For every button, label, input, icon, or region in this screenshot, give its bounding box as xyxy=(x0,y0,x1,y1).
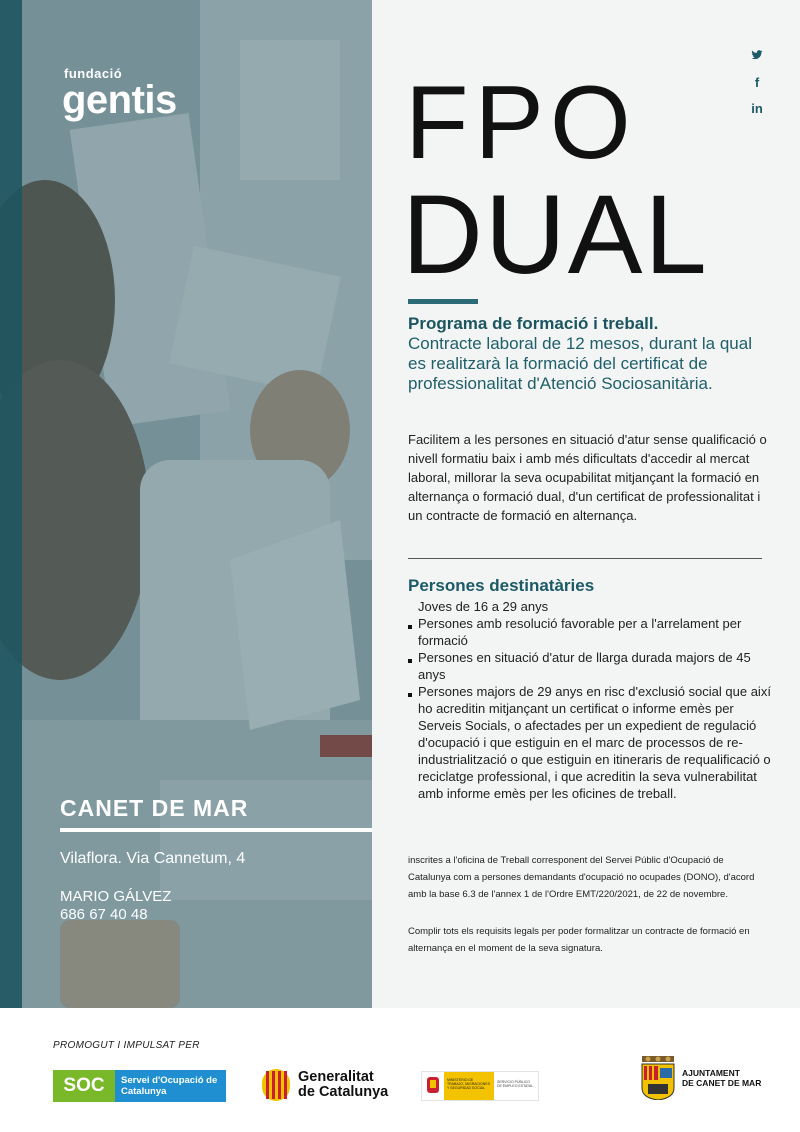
city-name: CANET DE MAR xyxy=(60,795,249,821)
title-line-1: FPO xyxy=(405,65,637,181)
list-item: Joves de 16 a 29 anys xyxy=(418,599,549,614)
left-accent-stripe xyxy=(0,0,22,1008)
generalitat-logo xyxy=(262,1069,388,1101)
canet-shield-icon xyxy=(640,1056,676,1100)
spain-crest-icon xyxy=(422,1072,444,1100)
facebook-icon[interactable]: f xyxy=(754,75,760,90)
list-item: Persones amb resolució favorable per a l'arrelament per formació xyxy=(408,615,778,649)
program-headline: Programa de formació i treball. xyxy=(408,314,659,333)
contact-phone: 686 67 40 48 xyxy=(60,906,148,923)
ministry-name: MINISTERIO DE TRABAJO, MIGRACIONES Y SEGURIDAD SOCIAL xyxy=(444,1072,494,1100)
target-list xyxy=(408,598,778,802)
ministry-logo xyxy=(421,1071,539,1101)
list-item: Persones en situació d'atur de llarga durada majors de 45 anys xyxy=(408,649,778,683)
section-divider xyxy=(408,558,762,559)
social-links xyxy=(748,48,766,126)
soc-logo-long: Servei d'Ocupació de Catalunya xyxy=(115,1070,226,1102)
contact-name: MARIO GÁLVEZ xyxy=(60,888,172,905)
ajuntament-logo xyxy=(640,1056,761,1100)
description-paragraph: Facilitem a les persones en situació d'atur sense qualificació o nivell formatiu baix i amb més dificultats d'accedir al mercat laboral, millorar la seva ocupabilitat mitjançant la formació en alternança o formació dual, d'un certificat de professionalitat i un contracte de formació en alternança. xyxy=(408,432,767,523)
list-item: Persones majors de 29 anys en risc d'exclusió social que així ho acreditin mitjançant un certificat o informe emès per Serveis Socials, o afectades per un expedient de regulació d'ocupació i que estiguin en el marc de processos de re-industrialització o que estiguin en itineraris de requalificació o reciclatge professional, i que acreditin la seva vulnerabilitat amb informe emès per les oficines de treball. xyxy=(408,683,778,802)
promoted-by-label: PROMOGUT I IMPULSAT PER xyxy=(53,1040,200,1051)
generalitat-emblem-icon xyxy=(262,1069,290,1101)
program-subtext: Contracte laboral de 12 mesos, durant la qual es realitzarà la formació del certificat de professionalitat d'Atenció Sociosanitària. xyxy=(408,334,752,393)
logo-big-text: gentis xyxy=(62,78,177,122)
ajuntament-line-2: DE CANET DE MAR xyxy=(682,1078,762,1088)
soc-logo xyxy=(53,1070,226,1102)
requirement-note-1: inscrites a l'oficina de Treball corresponent del Servei Públic d'Ocupació de Catalunya com a persones demandants d'ocupació no ocupades (DONO), d'acord amb la base 6.3 de l'annex 1 de l'Ordre EMT/220/2021, de 22 de novembre. xyxy=(408,855,755,900)
title-accent-bar xyxy=(408,299,478,304)
generalitat-line-1: Generalitat xyxy=(298,1069,374,1085)
gentis-logo xyxy=(62,66,177,122)
hero-photo xyxy=(0,0,372,1008)
requirement-note-2: Complir tots els requisits legals per poder formalitzar un contracte de formació en alternança en el moment de la seva signatura. xyxy=(408,926,750,954)
title-line-2: DUAL xyxy=(402,172,709,297)
address: Vilaflora. Via Cannetum, 4 xyxy=(60,850,246,867)
soc-logo-short: SOC xyxy=(53,1070,115,1102)
linkedin-icon[interactable]: in xyxy=(751,101,763,116)
ajuntament-line-1: AJUNTAMENT xyxy=(682,1068,740,1078)
twitter-icon[interactable] xyxy=(748,48,766,74)
city-underline xyxy=(60,828,372,832)
target-section-title: Persones destinatàries xyxy=(408,576,595,595)
logo-small-text: fundació xyxy=(64,66,123,81)
ministry-subtitle: SERVICIO PÚBLICO DE EMPLEO ESTATAL xyxy=(494,1072,538,1100)
generalitat-line-2: de Catalunya xyxy=(298,1084,389,1100)
